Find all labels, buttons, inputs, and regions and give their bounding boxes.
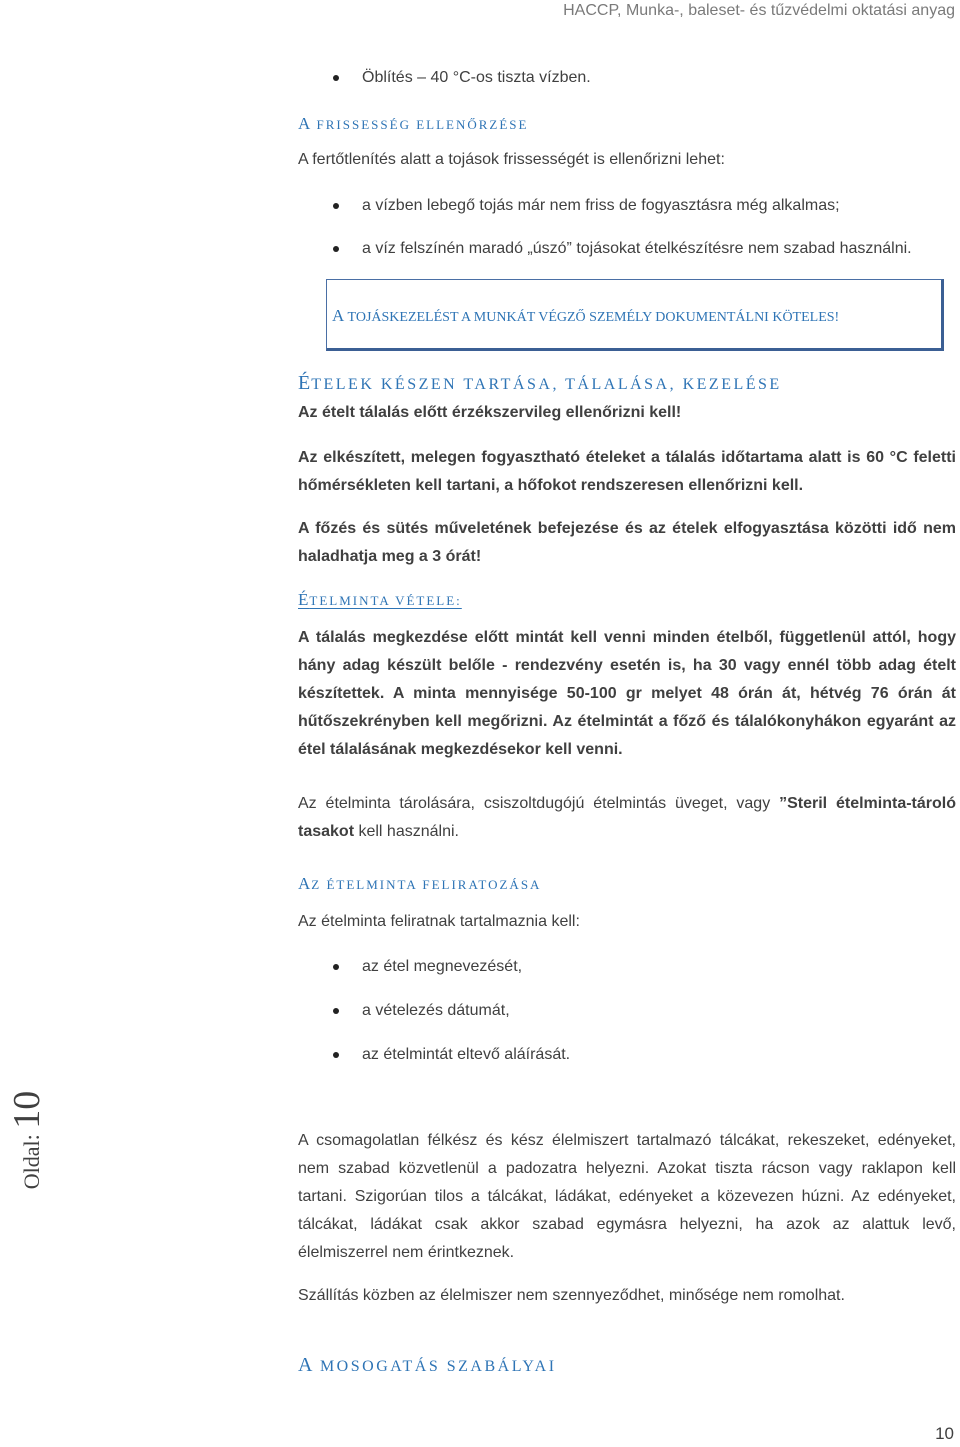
section-heading-labeling: AZ ÉTELMINTA FELIRATOZÁSA xyxy=(298,874,542,893)
side-page-label: Oldal: 10 xyxy=(6,1090,48,1190)
paragraph: Az ételminta tárolására, csiszoltdugójú ételmintás üveget, vagy ”Steril ételminta-tároló tasakot kell használni. xyxy=(298,795,956,840)
page-number: 10 xyxy=(935,1424,954,1443)
paragraph: Szállítás közben az élelmiszer nem szennyeződhet, minősége nem romolhat. xyxy=(298,1287,845,1304)
paragraph: A főzés és sütés műveletének befejezése és az ételek elfogyasztása közötti idő nem haladhatja meg a 3 órát! xyxy=(298,520,956,565)
bullet-dot xyxy=(333,246,339,252)
bullet-dot xyxy=(333,1008,339,1014)
bullet-dot xyxy=(333,203,339,209)
bullet-item: a vételezés dátumát, xyxy=(362,1002,510,1019)
bullet-dot xyxy=(333,1052,339,1058)
notice-box xyxy=(326,279,944,351)
section-heading-ready-food: ÉTELEK KÉSZEN TARTÁSA, TÁLALÁSA, KEZELÉSE xyxy=(298,372,782,394)
document-header: HACCP, Munka-, baleset- és tűzvédelmi oktatási anyag xyxy=(563,2,955,19)
bullet-item: Öblítés – 40 °C-os tiszta vízben. xyxy=(362,69,591,86)
bullet-dot xyxy=(333,964,339,970)
section-heading-sample: ÉTELMINTA VÉTELE: xyxy=(298,590,462,609)
bullet-item: az ételmintát eltevő aláírását. xyxy=(362,1046,571,1063)
bullet-item: az étel megnevezését, xyxy=(362,958,523,975)
labeling-intro: Az ételminta feliratnak tartalmaznia kell: xyxy=(298,913,580,930)
bullet-item: a víz felszínén maradó „úszó” tojásokat ételkészítésre nem szabad használni. xyxy=(362,240,912,257)
paragraph: A tálalás megkezdése előtt mintát kell venni minden ételből, függetlenül attól, hogy hány adag készült belőle - rendezvény esetén is, ha 30 vagy ennél több adag ételt készítettek. A minta mennyisége 50-100 gr melyet 48 órán át, hétvég 76 órán át hűtőszekrényben kell megőrizni. Az ételmintát a főző és tálalókonyhákon egyaránt az étel tálalásának megkezdésekor kell venni. xyxy=(298,629,956,758)
paragraph: Az elkészített, melegen fogyasztható ételeket a tálalás időtartama alatt is 60 °C feletti hőmérsékleten kell tartani, a hőfokot rendszeresen ellenőrizni kell. xyxy=(298,449,956,494)
paragraph: Az ételt tálalás előtt érzékszervileg ellenőrizni kell! xyxy=(298,404,682,421)
paragraph: A csomagolatlan félkész és kész élelmiszert tartalmazó tálcákat, rekeszeket, edényeket, nem szabad közvetlenül a padozatra helyezni. Azokat tiszta rácson vagy raklapon kell tartani. Szigorúan tilos a tálcákat, ládákat, edényeket a közevezen húzni. Az edényeket, tálcákat, ládákat csak akkor szabad egymásra helyezni, ha azok az alattuk levő, élelmiszerrel nem érintkeznek. xyxy=(298,1132,956,1261)
bullet-item: a vízben lebegő tojás már nem friss de fogyasztásra még alkalmas; xyxy=(362,197,840,214)
bullet-dot xyxy=(333,75,339,81)
freshness-intro: A fertőtlenítés alatt a tojások frissességét is ellenőrizni lehet: xyxy=(298,151,725,168)
section-heading-washing: A MOSOGATÁS SZABÁLYAI xyxy=(298,1354,557,1376)
section-heading-freshness: A FRISSESSÉG ELLENŐRZÉSE xyxy=(298,114,529,133)
notice-text: A TOJÁSKEZELÉST A MUNKÁT VÉGZŐ SZEMÉLY DOKUMENTÁLNI KÖTELES! xyxy=(332,306,840,325)
